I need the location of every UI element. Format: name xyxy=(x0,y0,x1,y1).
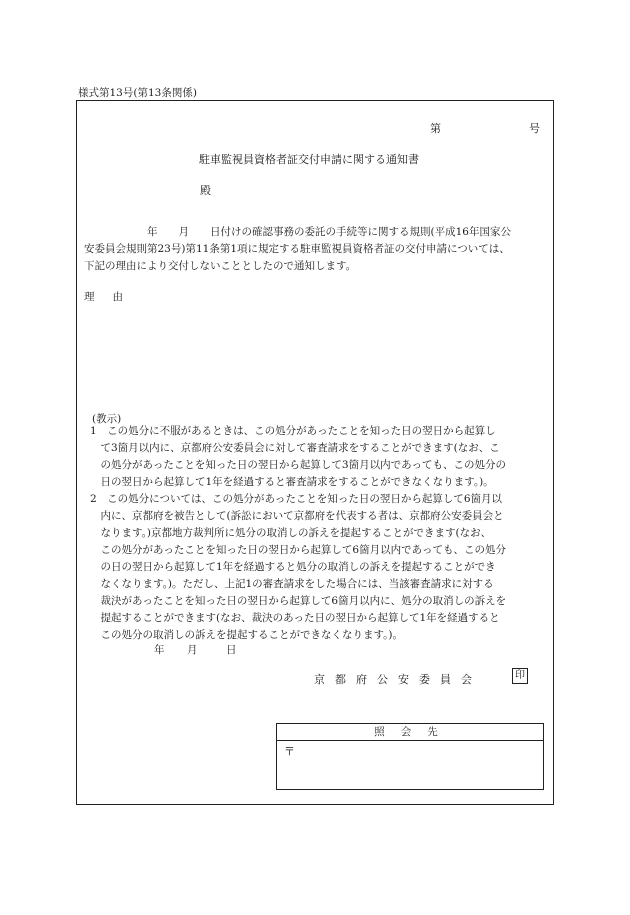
reason-label: 理由 xyxy=(84,291,141,303)
notes-line: なります。)京都地方裁判所に処分の取消しの訴えを提起することができます(なお、 xyxy=(90,527,492,539)
seal-mark: 印 xyxy=(512,668,528,684)
addressee-suffix: 殿 xyxy=(200,184,211,197)
number-suffix: 号 xyxy=(529,122,540,135)
notes-paragraph xyxy=(90,423,552,644)
notes-line: 日の翌日から起算して1年を経過すると審査請求をすることができなくなります。)。 xyxy=(90,476,494,488)
notes-title: (教示) xyxy=(92,413,122,425)
date-year: 年 xyxy=(154,644,165,656)
contact-box xyxy=(276,723,544,790)
notes-line: の処分があったことを知った日の翌日から起算して3箇月以内であっても、この処分の xyxy=(90,459,506,471)
notes-line: 裁決があったことを知った日の翌日から起算して6箇月以内に、処分の取消しの訴えを xyxy=(90,595,507,607)
notes-line: この処分があったことを知った日の翌日から起算して6箇月以内であっても、この処分 xyxy=(90,544,506,556)
notes-line: 2 この処分については、この処分があったことを知った日の翌日から起算して6箇月以 xyxy=(90,493,503,505)
notes-line: なくなります。)。ただし、上記1の審査請求をした場合には、当該審査請求に対する xyxy=(90,578,494,590)
document-title: 駐車監視員資格者証交付申請に関する通知書 xyxy=(199,153,419,166)
intro-line: 安委員会規則第23号)第11条第1項に規定する駐車監視員資格者証の交付申請については、 xyxy=(84,243,510,255)
intro-paragraph xyxy=(84,224,554,275)
notes-line: 1 この処分に不服があるときは、この処分があったことを知った日の翌日から起算し xyxy=(90,425,496,437)
postal-mark: 〒 xyxy=(284,745,295,758)
date-day: 日 xyxy=(226,644,237,656)
notes-line: 内に、京都府を被告として(訴訟において京都府を代表する者は、京都府公安委員会と xyxy=(90,510,504,522)
date-month: 月 xyxy=(187,644,198,656)
issuing-authority: 京都府公安委員会 xyxy=(314,673,482,686)
intro-line: 年 月 日付けの確認事務の委託の手続等に関する規則(平成16年国家公 xyxy=(84,226,511,238)
notes-line: て3箇月以内に、京都府公安委員会に対して審査請求をすることができます(なお、こ xyxy=(90,442,500,454)
contact-header: 照会先 xyxy=(277,724,543,741)
form-label: 様式第13号(第13条関係) xyxy=(78,87,197,99)
notes-line: この処分の取消しの訴えを提起することができなくなります。)。 xyxy=(90,629,404,641)
notes-line: 提起することができます(なお、裁決のあった日の翌日から起算して1年を経過すると xyxy=(90,612,500,624)
intro-line: 下記の理由により交付しないこととしたので通知します。 xyxy=(84,260,357,272)
number-prefix: 第 xyxy=(430,122,441,135)
notes-line: の日の翌日から起算して1年を経過すると処分の取消しの訴えを提起することができ xyxy=(90,561,496,573)
